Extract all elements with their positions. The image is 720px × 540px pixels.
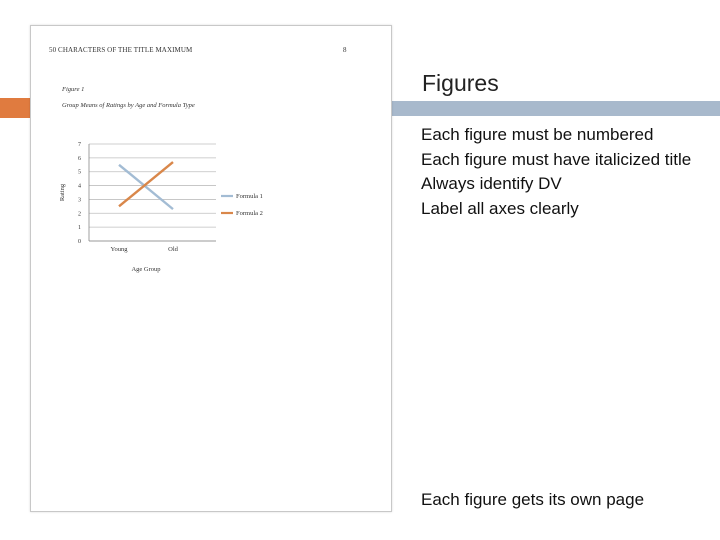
x-tick-label: Young — [110, 246, 128, 253]
figure-label: Figure 1 — [62, 86, 85, 93]
bullet-item: Label all axes clearly — [421, 198, 579, 218]
y-tick-label: 3 — [78, 197, 81, 204]
accent-bar-blue — [390, 101, 720, 116]
y-tick-label: 1 — [78, 225, 81, 232]
y-tick-label: 4 — [78, 183, 81, 190]
bottom-note: Each figure gets its own page — [421, 490, 645, 509]
x-axis-label: Age Group — [131, 266, 161, 273]
figure-title: Group Means of Ratings by Age and Formula Type — [62, 102, 195, 109]
running-head: 50 CHARACTERS OF THE TITLE MAXIMUM — [49, 46, 193, 54]
bullet-item: Each figure must have italicized title — [421, 149, 692, 169]
page-number: 8 — [343, 46, 347, 54]
y-tick-label: 2 — [78, 211, 81, 218]
y-tick-label: 6 — [78, 155, 81, 162]
y-tick-label: 5 — [78, 169, 81, 176]
y-axis-label: Rating — [59, 183, 66, 202]
slide-title: Figures — [422, 70, 499, 96]
bullet-item: Always identify DV — [421, 174, 562, 194]
x-tick-label: Old — [168, 246, 178, 253]
line-chart — [31, 26, 391, 511]
bullet-item: Each figure must be numbered — [421, 125, 654, 144]
document-page — [30, 25, 392, 512]
y-tick-label: 7 — [78, 142, 81, 148]
bullet-list — [421, 123, 691, 221]
y-tick-label: 0 — [78, 239, 81, 245]
legend-label: Formula 2 — [236, 210, 263, 217]
accent-bar-orange — [0, 98, 30, 118]
legend-label: Formula 1 — [236, 193, 263, 200]
